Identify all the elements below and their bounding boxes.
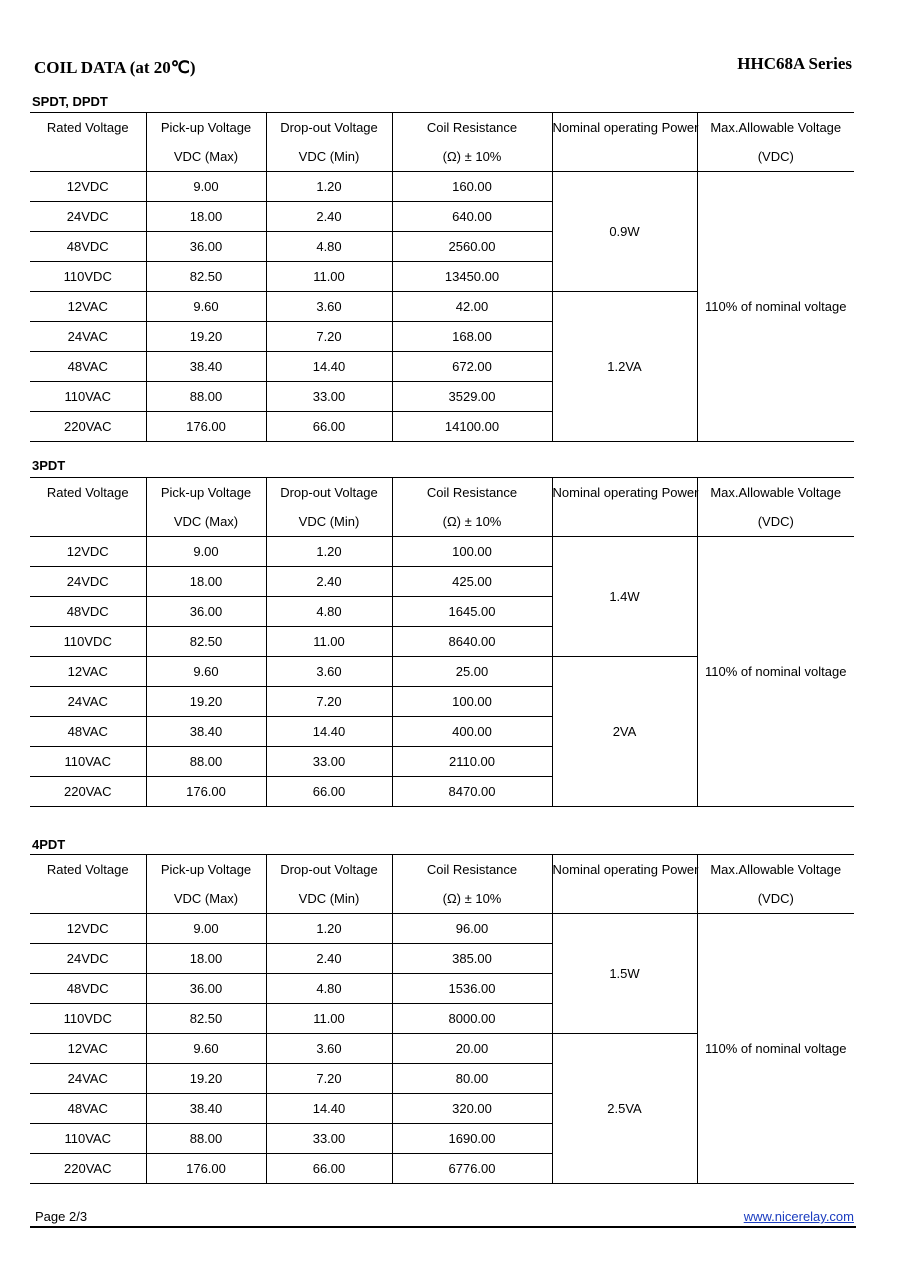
header-row <box>30 113 854 143</box>
pickup-voltage-cell: 9.60 <box>146 1034 266 1064</box>
pickup-voltage-cell: 9.00 <box>146 537 266 567</box>
rated-voltage-cell: 12VDC <box>30 914 146 944</box>
rated-voltage-cell: 24VAC <box>30 322 146 352</box>
coil-resistance-unit: (Ω) ± 10% <box>392 884 552 914</box>
header-unit-row <box>30 507 854 537</box>
coil-resistance-cell: 96.00 <box>392 914 552 944</box>
dropout-voltage-cell: 66.00 <box>266 412 392 442</box>
dropout-voltage-unit: VDC (Min) <box>266 507 392 537</box>
coil-resistance-cell: 20.00 <box>392 1034 552 1064</box>
pickup-voltage-unit: VDC (Max) <box>146 884 266 914</box>
coil-resistance-cell: 1645.00 <box>392 597 552 627</box>
pickup-voltage-cell: 18.00 <box>146 202 266 232</box>
rated-voltage-cell: 220VAC <box>64 1161 112 1176</box>
ac-power-cell: 2VA <box>552 657 697 807</box>
pickup-voltage-cell: 38.40 <box>146 352 266 382</box>
coil-resistance-cell: 42.00 <box>392 292 552 322</box>
rated-voltage-cell: 110VAC <box>30 747 146 777</box>
dropout-voltage-cell: 11.00 <box>266 262 392 292</box>
rated-voltage-cell: 12VAC <box>30 1034 146 1064</box>
rated-voltage-cell: 110VDC <box>30 627 146 657</box>
pickup-voltage-cell: 19.20 <box>146 322 266 352</box>
pickup-voltage-cell: 19.20 <box>146 1064 266 1094</box>
coil-resistance-cell: 14100.00 <box>392 412 552 442</box>
coil-resistance-cell: 160.00 <box>392 172 552 202</box>
pickup-voltage-unit: VDC (Max) <box>146 507 266 537</box>
dropout-voltage-header: Drop-out Voltage <box>266 855 392 885</box>
coil-resistance-cell: 672.00 <box>392 352 552 382</box>
rated-voltage-cell: 110VAC <box>30 382 146 412</box>
dropout-voltage-cell: 4.80 <box>266 597 392 627</box>
pickup-voltage-cell: 88.00 <box>146 1124 266 1154</box>
pickup-voltage-cell: 18.00 <box>146 944 266 974</box>
dropout-voltage-cell: 1.20 <box>266 537 392 567</box>
coil-resistance-cell: 8000.00 <box>392 1004 552 1034</box>
dropout-voltage-cell: 2.40 <box>266 567 392 597</box>
coil-resistance-cell: 385.00 <box>392 944 552 974</box>
coil-resistance-cell: 13450.00 <box>392 262 552 292</box>
footer-divider <box>30 1226 856 1228</box>
nominal-power-header: Nominal operating Power <box>552 478 697 508</box>
dropout-voltage-cell: 11.00 <box>266 627 392 657</box>
dropout-voltage-cell: 3.60 <box>266 1034 392 1064</box>
max-voltage-unit: (VDC) <box>697 507 854 537</box>
dropout-voltage-unit: VDC (Min) <box>266 884 392 914</box>
rated-voltage-cell: 12VAC <box>30 657 146 687</box>
coil-resistance-cell: 80.00 <box>392 1064 552 1094</box>
coil-resistance-cell: 8640.00 <box>392 627 552 657</box>
coil-resistance-cell: 100.00 <box>392 537 552 567</box>
max-voltage-unit: (VDC) <box>697 142 854 172</box>
section-label: 4PDT <box>32 837 66 852</box>
page-number: Page 2/3 <box>35 1209 88 1224</box>
dc-power-cell: 1.4W <box>552 537 697 657</box>
max-voltage-header: Max.Allowable Voltage <box>697 478 854 508</box>
coil-resistance-unit: (Ω) ± 10% <box>392 142 552 172</box>
dropout-voltage-cell: 4.80 <box>266 232 392 262</box>
coil-resistance-cell: 1690.00 <box>392 1124 552 1154</box>
max-voltage-header: Max.Allowable Voltage <box>697 113 854 143</box>
pickup-voltage-header: Pick-up Voltage <box>146 855 266 885</box>
ac-power-cell: 1.2VA <box>552 292 697 442</box>
coil-resistance-cell: 1536.00 <box>392 974 552 1004</box>
nominal-power-unit <box>552 507 697 537</box>
pickup-voltage-cell: 36.00 <box>146 232 266 262</box>
dropout-voltage-cell: 2.40 <box>266 944 392 974</box>
website-link[interactable]: www.nicerelay.com <box>743 1209 854 1224</box>
rated-voltage-header: Rated Voltage <box>46 120 129 135</box>
pickup-voltage-cell: 18.00 <box>146 567 266 597</box>
rated-voltage-cell: 220VAC <box>64 784 112 799</box>
max-voltage-cell: 110% of nominal voltage <box>697 537 854 807</box>
coil-resistance-cell: 2560.00 <box>392 232 552 262</box>
dropout-voltage-cell: 33.00 <box>266 382 392 412</box>
rated-voltage-cell: 24VDC <box>30 202 146 232</box>
dropout-voltage-cell: 14.40 <box>266 352 392 382</box>
rated-voltage-cell: 12VAC <box>30 292 146 322</box>
dropout-voltage-cell: 1.20 <box>266 172 392 202</box>
ac-power-cell: 2.5VA <box>552 1034 697 1184</box>
dropout-voltage-cell: 11.00 <box>266 1004 392 1034</box>
rated-voltage-cell: 48VDC <box>30 232 146 262</box>
dropout-voltage-cell: 14.40 <box>266 1094 392 1124</box>
max-voltage-unit: (VDC) <box>697 884 854 914</box>
rated-voltage-cell: 48VAC <box>30 717 146 747</box>
coil-resistance-cell: 8470.00 <box>392 777 552 807</box>
table-row <box>30 172 854 202</box>
coil-resistance-cell: 2110.00 <box>392 747 552 777</box>
dc-power-cell: 0.9W <box>552 172 697 292</box>
pickup-voltage-cell: 38.40 <box>146 717 266 747</box>
pickup-voltage-cell: 9.60 <box>146 657 266 687</box>
max-voltage-cell: 110% of nominal voltage <box>697 914 854 1184</box>
max-voltage-header: Max.Allowable Voltage <box>697 855 854 885</box>
rated-voltage-header: Rated Voltage <box>46 485 129 500</box>
rated-voltage-cell: 110VDC <box>30 1004 146 1034</box>
max-voltage-cell: 110% of nominal voltage <box>697 172 854 442</box>
dropout-voltage-cell: 7.20 <box>266 322 392 352</box>
pickup-voltage-cell: 36.00 <box>146 974 266 1004</box>
rated-voltage-cell: 110VAC <box>30 1124 146 1154</box>
coil-resistance-header: Coil Resistance <box>392 855 552 885</box>
pickup-voltage-cell: 88.00 <box>146 747 266 777</box>
pickup-voltage-cell: 9.60 <box>146 292 266 322</box>
pickup-voltage-cell: 9.00 <box>146 172 266 202</box>
series-name: HHC68A Series <box>737 54 852 73</box>
section-label: SPDT, DPDT <box>32 94 108 109</box>
pickup-voltage-cell: 82.50 <box>146 262 266 292</box>
pickup-voltage-cell: 19.20 <box>146 687 266 717</box>
rated-voltage-cell: 24VAC <box>30 1064 146 1094</box>
table-row <box>30 914 854 944</box>
coil-resistance-cell: 100.00 <box>392 687 552 717</box>
coil-resistance-cell: 6776.00 <box>392 1154 552 1184</box>
header-row <box>30 855 854 885</box>
nominal-power-header: Nominal operating Power <box>552 855 697 885</box>
rated-voltage-cell: 48VDC <box>30 597 146 627</box>
header-unit-row <box>30 142 854 172</box>
pickup-voltage-cell: 38.40 <box>146 1094 266 1124</box>
pickup-voltage-cell: 36.00 <box>146 597 266 627</box>
pickup-voltage-cell: 82.50 <box>146 627 266 657</box>
header-unit-row <box>30 884 854 914</box>
pickup-voltage-unit: VDC (Max) <box>146 142 266 172</box>
rated-voltage-unit <box>30 884 146 914</box>
rated-voltage-cell: 48VAC <box>30 352 146 382</box>
dropout-voltage-cell: 2.40 <box>266 202 392 232</box>
dropout-voltage-unit: VDC (Min) <box>266 142 392 172</box>
pickup-voltage-cell: 82.50 <box>146 1004 266 1034</box>
dropout-voltage-cell: 1.20 <box>266 914 392 944</box>
coil-resistance-header: Coil Resistance <box>392 113 552 143</box>
pickup-voltage-cell: 176.00 <box>146 412 266 442</box>
dropout-voltage-cell: 33.00 <box>266 1124 392 1154</box>
rated-voltage-cell: 24VDC <box>30 944 146 974</box>
rated-voltage-header: Rated Voltage <box>46 862 129 877</box>
coil-resistance-unit: (Ω) ± 10% <box>392 507 552 537</box>
header-row <box>30 478 854 508</box>
nominal-power-header: Nominal operating Power <box>552 113 697 143</box>
coil-resistance-cell: 25.00 <box>392 657 552 687</box>
rated-voltage-cell: 48VAC <box>30 1094 146 1124</box>
rated-voltage-cell: 24VDC <box>30 567 146 597</box>
pickup-voltage-header: Pick-up Voltage <box>146 478 266 508</box>
rated-voltage-cell: 24VAC <box>30 687 146 717</box>
dropout-voltage-cell: 3.60 <box>266 292 392 322</box>
coil-data-table <box>30 112 854 442</box>
table-row <box>30 537 854 567</box>
dropout-voltage-header: Drop-out Voltage <box>266 113 392 143</box>
coil-resistance-cell: 3529.00 <box>392 382 552 412</box>
coil-resistance-header: Coil Resistance <box>392 478 552 508</box>
coil-resistance-cell: 168.00 <box>392 322 552 352</box>
coil-data-table <box>30 854 854 1184</box>
rated-voltage-unit <box>30 142 146 172</box>
pickup-voltage-cell: 9.00 <box>146 914 266 944</box>
rated-voltage-cell: 12VDC <box>30 537 146 567</box>
nominal-power-unit <box>552 142 697 172</box>
rated-voltage-cell: 110VDC <box>30 262 146 292</box>
dropout-voltage-cell: 3.60 <box>266 657 392 687</box>
dc-power-cell: 1.5W <box>552 914 697 1034</box>
pickup-voltage-cell: 176.00 <box>146 1154 266 1184</box>
dropout-voltage-cell: 7.20 <box>266 1064 392 1094</box>
coil-resistance-cell: 425.00 <box>392 567 552 597</box>
coil-data-table <box>30 477 854 807</box>
page-title: COIL DATA (at 20℃) <box>34 58 196 77</box>
section-label: 3PDT <box>32 458 66 473</box>
rated-voltage-cell: 220VAC <box>64 419 112 434</box>
nominal-power-unit <box>552 884 697 914</box>
pickup-voltage-header: Pick-up Voltage <box>146 113 266 143</box>
dropout-voltage-cell: 66.00 <box>266 1154 392 1184</box>
dropout-voltage-cell: 7.20 <box>266 687 392 717</box>
rated-voltage-cell: 48VDC <box>30 974 146 1004</box>
dropout-voltage-cell: 14.40 <box>266 717 392 747</box>
dropout-voltage-cell: 66.00 <box>266 777 392 807</box>
coil-resistance-cell: 400.00 <box>392 717 552 747</box>
rated-voltage-unit <box>30 507 146 537</box>
dropout-voltage-header: Drop-out Voltage <box>266 478 392 508</box>
dropout-voltage-cell: 4.80 <box>266 974 392 1004</box>
coil-resistance-cell: 320.00 <box>392 1094 552 1124</box>
pickup-voltage-cell: 176.00 <box>146 777 266 807</box>
coil-resistance-cell: 640.00 <box>392 202 552 232</box>
rated-voltage-cell: 12VDC <box>30 172 146 202</box>
dropout-voltage-cell: 33.00 <box>266 747 392 777</box>
pickup-voltage-cell: 88.00 <box>146 382 266 412</box>
